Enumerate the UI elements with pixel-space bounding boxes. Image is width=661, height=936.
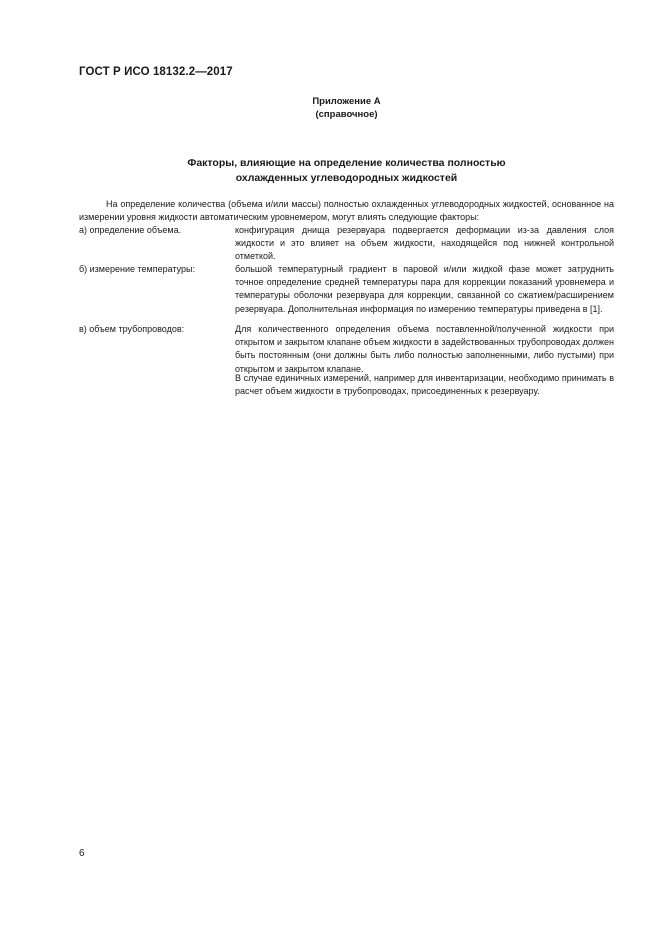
page-number: 6 <box>79 848 85 859</box>
factor-description: конфигурация днища резервуара подвергается деформации из-за давления слоя жидкости и это влияет на объем жидкости, находящейся под нижней контрольной отметкой. <box>235 225 614 262</box>
section-title <box>0 156 661 186</box>
intro-paragraph <box>79 198 614 224</box>
factor-note: В случае единичных измерений, например для инвентаризации, необходимо принимать в расчет объем жидкости в трубопроводах, присоединенных к резервуару. <box>235 373 614 397</box>
annex-title: Приложение А <box>312 96 381 107</box>
factor-label: б) измерение температуры: <box>79 264 196 274</box>
annex-heading <box>0 95 661 121</box>
factor-description: Для количественного определения объема поставленной/полученной жидкости при открытом и закрытом клапане объем жидкости в задействованных трубопроводах должен быть постоянным (они должны быть либо полностью заполненными, либо пустыми) при открытом и закрытом клапане. <box>235 324 614 374</box>
section-title-line-2: охлажденных углеводородных жидкостей <box>235 172 458 184</box>
factor-label: а) определение объема. <box>79 225 182 235</box>
annex-subtitle: (справочное) <box>315 109 378 120</box>
factor-label: в) объем трубопроводов: <box>79 324 185 334</box>
factor-description: большой температурный градиент в паровой и/или жидкой фазе может затруднить точное определение средней температуры пара для коррекции показаний уровнемера и температуры оболочки резервуара для коррекции, связанной со сжатием/расширением резервуара. Дополнительная информация по измерению температуры приведена в [1]. <box>235 264 614 314</box>
document-header: ГОСТ Р ИСО 18132.2—2017 <box>79 66 233 78</box>
section-title-line-1: Факторы, влияющие на определение количества полностью <box>187 157 506 169</box>
intro-text: На определение количества (объема и/или массы) полностью охлажденных углеводородных жидкостей, основанное на измерении уровня жидкости автоматическим уровнемером, могут влиять следующие факторы: <box>79 199 614 223</box>
